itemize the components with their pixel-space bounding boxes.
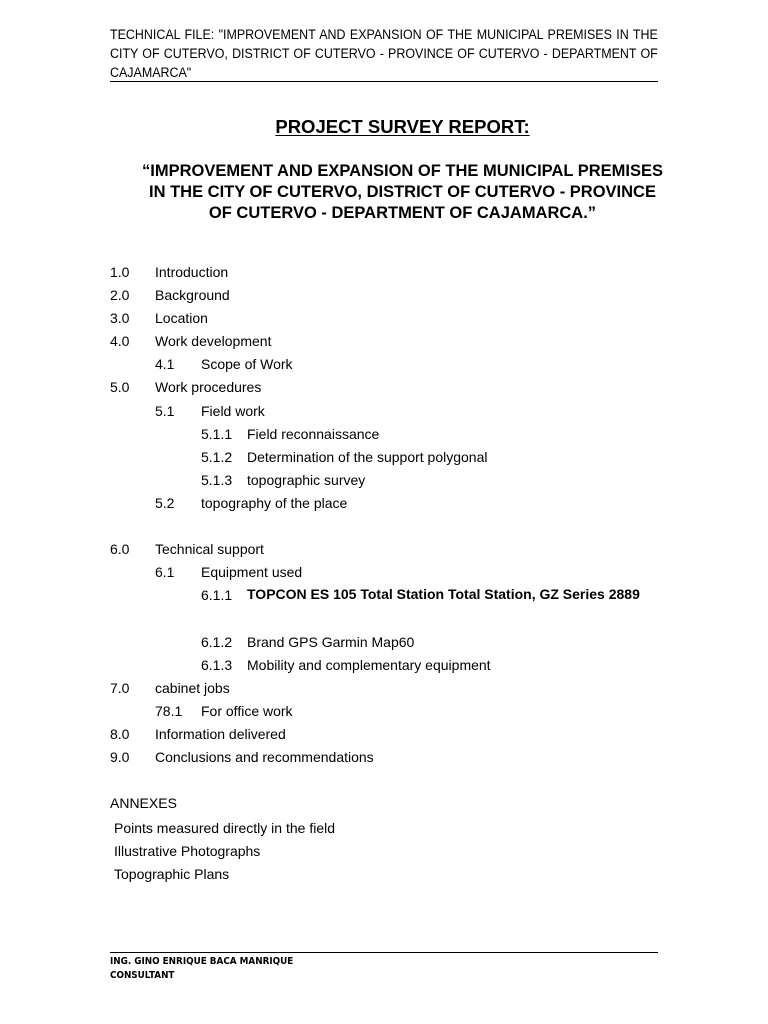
toc-number: 5.1 bbox=[155, 402, 175, 419]
toc-item bbox=[110, 447, 670, 470]
toc-number: 2.0 bbox=[110, 287, 130, 304]
toc-number: 6.1.1 bbox=[201, 587, 233, 604]
annexes-list bbox=[114, 818, 335, 887]
toc-item bbox=[110, 678, 670, 701]
toc-label: Work development bbox=[155, 333, 272, 350]
toc-item bbox=[110, 308, 670, 331]
report-subtitle: “IMPROVEMENT AND EXPANSION OF THE MUNICIPAL PREMISES IN THE CITY OF CUTERVO, DISTRICT OF CUTERVO - PROVINCE OF CUTERVO - DEPARTMENT OF CAJAMARCA.” bbox=[141, 162, 663, 222]
toc-item bbox=[110, 493, 670, 539]
toc-label: Technical support bbox=[155, 541, 264, 558]
toc-label: cabinet jobs bbox=[155, 679, 230, 696]
annex-item: Topographic Plans bbox=[114, 866, 230, 883]
toc-label: Mobility and complementary equipment bbox=[247, 656, 491, 673]
document-footer bbox=[110, 955, 293, 983]
header-divider bbox=[110, 81, 658, 82]
toc-number: 4.1 bbox=[155, 356, 175, 373]
toc-label: For office work bbox=[201, 702, 293, 719]
toc-number: 4.0 bbox=[110, 333, 130, 350]
toc-label: Location bbox=[155, 310, 208, 327]
toc-label: Information delivered bbox=[155, 725, 286, 742]
toc-label: Scope of Work bbox=[201, 356, 293, 373]
annex-item: Illustrative Photographs bbox=[114, 843, 261, 860]
toc-number: 1.0 bbox=[110, 264, 130, 280]
toc-number: 5.1.2 bbox=[201, 448, 233, 465]
footer-divider bbox=[110, 952, 658, 953]
toc-label: Work procedures bbox=[155, 379, 262, 396]
toc-item bbox=[110, 585, 670, 631]
toc-label: Field work bbox=[201, 402, 265, 419]
toc-item bbox=[110, 724, 670, 747]
toc-label: topography of the place bbox=[201, 494, 348, 511]
toc-number: 6.1.3 bbox=[201, 656, 233, 673]
toc-label: Background bbox=[155, 287, 230, 304]
toc-label: Determination of the support polygonal bbox=[247, 448, 488, 465]
toc-item bbox=[110, 401, 670, 424]
table-of-contents bbox=[110, 262, 670, 770]
toc-number: 6.0 bbox=[110, 541, 130, 558]
footer-author-name: ING. GINO ENRIQUE BACA MANRIQUE bbox=[110, 956, 294, 967]
toc-item bbox=[110, 655, 670, 678]
toc-item bbox=[110, 354, 670, 377]
toc-item bbox=[110, 262, 670, 285]
toc-item bbox=[110, 539, 670, 562]
document-header bbox=[110, 25, 658, 82]
toc-label: Conclusions and recommendations bbox=[155, 748, 374, 765]
toc-label: Introduction bbox=[155, 264, 229, 280]
toc-item bbox=[110, 632, 670, 655]
toc-number: 6.1.2 bbox=[201, 633, 233, 650]
toc-label: Equipment used bbox=[201, 564, 303, 581]
toc-number: 5.2 bbox=[155, 494, 175, 511]
toc-number: 5.1.3 bbox=[201, 471, 233, 488]
toc-item bbox=[110, 470, 670, 493]
toc-label: Brand GPS Garmin Map60 bbox=[247, 633, 415, 650]
toc-number: 78.1 bbox=[155, 702, 183, 719]
footer-author-role: CONSULTANT bbox=[110, 970, 175, 981]
toc-label: Field reconnaissance bbox=[247, 425, 380, 442]
toc-label: topographic survey bbox=[247, 471, 366, 488]
header-text: TECHNICAL FILE: "IMPROVEMENT AND EXPANSION OF THE MUNICIPAL PREMISES IN THE CITY OF CUTERVO, DISTRICT OF CUTERVO - PROVINCE OF CUTERVO - DEPARTMENT OF CAJAMARCA" bbox=[110, 27, 658, 80]
toc-number: 3.0 bbox=[110, 310, 130, 327]
toc-number: 5.0 bbox=[110, 379, 130, 396]
toc-item bbox=[110, 377, 670, 400]
toc-number: 5.1.1 bbox=[201, 425, 233, 442]
toc-item bbox=[110, 701, 670, 724]
toc-item bbox=[110, 424, 670, 447]
annex-item: Points measured directly in the field bbox=[114, 820, 335, 836]
toc-item bbox=[110, 562, 670, 585]
toc-number: 7.0 bbox=[110, 679, 130, 696]
toc-number: 6.1 bbox=[155, 564, 175, 581]
toc-number: 9.0 bbox=[110, 748, 130, 765]
toc-item bbox=[110, 285, 670, 308]
toc-item bbox=[110, 331, 670, 354]
toc-label: TOPCON ES 105 Total Station Total Station, GZ Series 2889 bbox=[247, 586, 640, 603]
annexes-heading: ANNEXES bbox=[110, 795, 177, 811]
report-title: PROJECT SURVEY REPORT: bbox=[275, 116, 530, 137]
toc-number: 8.0 bbox=[110, 725, 130, 742]
toc-item bbox=[110, 747, 670, 770]
